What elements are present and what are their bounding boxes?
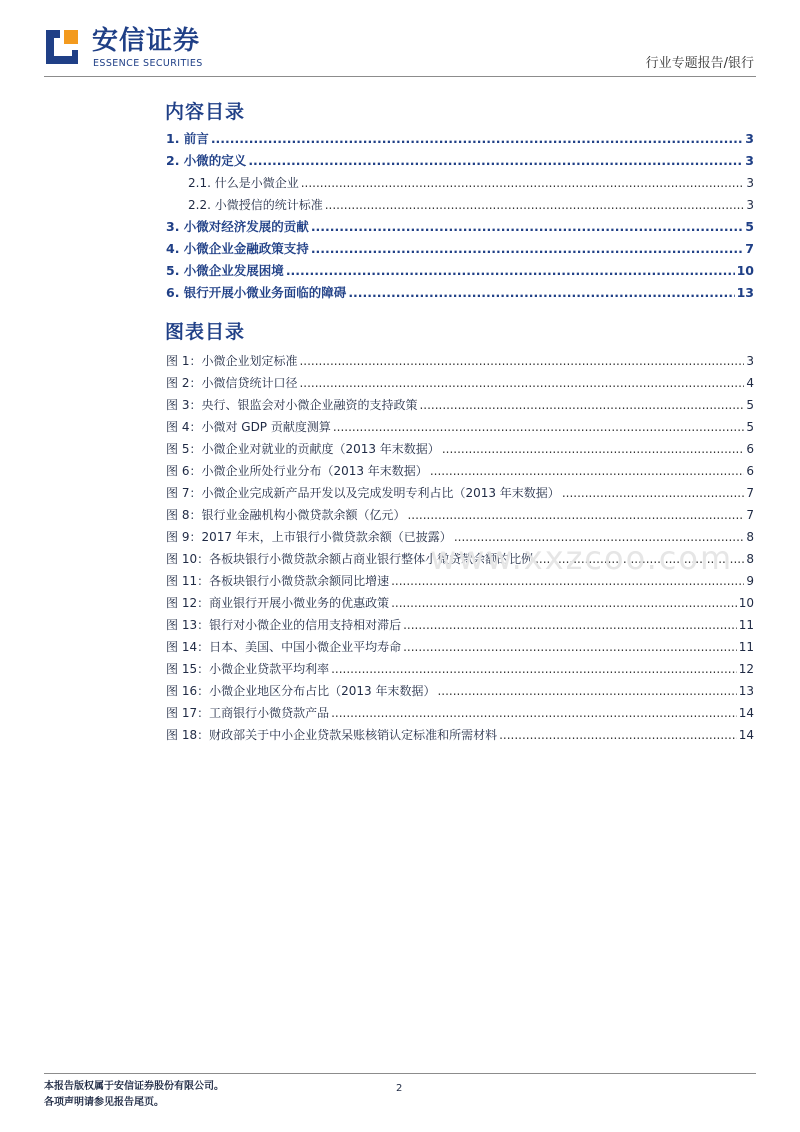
toc-item-page: 3 bbox=[746, 198, 754, 212]
toc-item-label: 2.2. 小微授信的统计标准 bbox=[188, 198, 323, 212]
toc-item-label: 1. 前言 bbox=[166, 131, 209, 146]
dot-leader bbox=[348, 283, 734, 303]
figure-index-title: 图表目录 bbox=[165, 321, 246, 343]
watermark-text: www.xxzcoo.com bbox=[430, 539, 734, 577]
dot-leader bbox=[286, 261, 735, 281]
figure-item[interactable] bbox=[166, 659, 754, 679]
dot-leader bbox=[419, 395, 744, 415]
figure-item-page: 4 bbox=[746, 376, 754, 390]
figure-item[interactable] bbox=[166, 483, 754, 503]
figure-item-label: 图 5：小微企业对就业的贡献度（2013 年末数据） bbox=[166, 442, 440, 456]
figure-item-page: 6 bbox=[746, 442, 754, 456]
figure-item-label: 图 18：财政部关于中小企业贷款呆账核销认定标准和所需材料 bbox=[166, 728, 498, 742]
dot-leader bbox=[430, 461, 745, 481]
figure-item[interactable] bbox=[166, 615, 754, 635]
figure-item[interactable] bbox=[166, 351, 754, 371]
figure-item-label: 图 1：小微企业划定标准 bbox=[166, 354, 298, 368]
dot-leader bbox=[301, 173, 745, 193]
page-number: 2 bbox=[396, 1083, 403, 1094]
toc-item[interactable] bbox=[166, 283, 754, 303]
toc-title: 内容目录 bbox=[165, 101, 246, 123]
report-category: 行业专题报告/银行 bbox=[645, 56, 754, 71]
toc-item-page: 3 bbox=[745, 131, 754, 146]
brand-name-cn: 安信证券 bbox=[92, 26, 201, 56]
figure-item-page: 8 bbox=[746, 530, 754, 544]
figure-item-page: 3 bbox=[746, 354, 754, 368]
toc-item[interactable] bbox=[166, 129, 754, 149]
toc-subitem[interactable] bbox=[188, 173, 754, 193]
figure-item-label: 图 10：各板块银行小微贷款余额占商业银行整体小微贷款余额的比例 bbox=[166, 552, 534, 566]
toc-item-page: 7 bbox=[745, 241, 754, 256]
figure-item-label: 图 16：小微企业地区分布占比（2013 年末数据） bbox=[166, 684, 436, 698]
figure-item[interactable] bbox=[166, 395, 754, 415]
copyright-notice: 本报告版权属于安信证券股份有限公司。 bbox=[44, 1081, 224, 1092]
dot-leader bbox=[325, 195, 745, 215]
toc-item[interactable] bbox=[166, 261, 754, 281]
toc-item-page: 13 bbox=[736, 285, 754, 300]
toc-item-page: 10 bbox=[736, 263, 754, 278]
toc-item-page: 3 bbox=[745, 153, 754, 168]
dot-leader bbox=[311, 217, 743, 237]
dot-leader bbox=[403, 637, 737, 657]
figure-item[interactable] bbox=[166, 593, 754, 613]
toc-item-label: 6. 银行开展小微业务面临的障碍 bbox=[166, 285, 347, 300]
brand-name-en: ESSENCE SECURITIES bbox=[93, 58, 203, 69]
figure-item-label: 图 4：小微对 GDP 贡献度测算 bbox=[166, 420, 331, 434]
figure-item-page: 8 bbox=[746, 552, 754, 566]
footer-divider bbox=[44, 1073, 756, 1074]
dot-leader bbox=[407, 505, 744, 525]
figure-item[interactable] bbox=[166, 505, 754, 525]
dot-leader bbox=[248, 151, 743, 171]
figure-item-label: 图 15：小微企业贷款平均利率 bbox=[166, 662, 330, 676]
toc-item-label: 2. 小微的定义 bbox=[166, 153, 247, 168]
figure-item-label: 图 11：各板块银行小微贷款余额同比增速 bbox=[166, 574, 390, 588]
figure-item-page: 7 bbox=[746, 508, 754, 522]
figure-item[interactable] bbox=[166, 373, 754, 393]
toc-item-label: 3. 小微对经济发展的贡献 bbox=[166, 219, 309, 234]
figure-item-label: 图 12：商业银行开展小微业务的优惠政策 bbox=[166, 596, 390, 610]
figure-item-page: 14 bbox=[738, 706, 754, 720]
dot-leader bbox=[311, 239, 743, 259]
figure-item-page: 9 bbox=[746, 574, 754, 588]
figure-item-page: 5 bbox=[746, 420, 754, 434]
figure-item-page: 11 bbox=[738, 640, 754, 654]
figure-item-label: 图 14：日本、美国、中国小微企业平均寿命 bbox=[166, 640, 402, 654]
figure-item-label: 图 2：小微信贷统计口径 bbox=[166, 376, 298, 390]
dot-leader bbox=[391, 593, 737, 613]
dot-leader bbox=[333, 417, 745, 437]
figure-item[interactable] bbox=[166, 681, 754, 701]
figure-item-page: 13 bbox=[738, 684, 754, 698]
figure-item[interactable] bbox=[166, 417, 754, 437]
figure-item-label: 图 8：银行业金融机构小微贷款余额（亿元） bbox=[166, 508, 406, 522]
figure-item-page: 6 bbox=[746, 464, 754, 478]
figure-item-label: 图 6：小微企业所处行业分布（2013 年末数据） bbox=[166, 464, 428, 478]
figure-item[interactable] bbox=[166, 703, 754, 723]
figure-item-page: 14 bbox=[738, 728, 754, 742]
figure-item-page: 7 bbox=[746, 486, 754, 500]
figure-item[interactable] bbox=[166, 725, 754, 745]
disclaimer-notice: 各项声明请参见报告尾页。 bbox=[44, 1097, 164, 1108]
toc-item-label: 2.1. 什么是小微企业 bbox=[188, 176, 299, 190]
dot-leader bbox=[562, 483, 745, 503]
toc-item-label: 5. 小微企业发展困境 bbox=[166, 263, 284, 278]
figure-item-page: 11 bbox=[738, 618, 754, 632]
toc-subitem[interactable] bbox=[188, 195, 754, 215]
dot-leader bbox=[403, 615, 737, 635]
figure-item[interactable] bbox=[166, 637, 754, 657]
dot-leader bbox=[299, 373, 744, 393]
toc-item[interactable] bbox=[166, 217, 754, 237]
dot-leader bbox=[437, 681, 736, 701]
figure-item-page: 5 bbox=[746, 398, 754, 412]
figure-item-label: 图 9：2017 年末，上市银行小微贷款余额（已披露） bbox=[166, 530, 452, 544]
header-divider bbox=[44, 76, 756, 77]
essence-logo-icon bbox=[44, 26, 80, 66]
dot-leader bbox=[299, 351, 744, 371]
dot-leader bbox=[331, 703, 737, 723]
dot-leader bbox=[442, 439, 745, 459]
toc-item[interactable] bbox=[166, 239, 754, 259]
toc-item[interactable] bbox=[166, 151, 754, 171]
dot-leader bbox=[331, 659, 737, 679]
figure-item-page: 10 bbox=[738, 596, 754, 610]
dot-leader bbox=[211, 129, 743, 149]
figure-item-label: 图 17：工商银行小微贷款产品 bbox=[166, 706, 330, 720]
figure-item-label: 图 7：小微企业完成新产品开发以及完成发明专利占比（2013 年末数据） bbox=[166, 486, 560, 500]
figure-item-label: 图 13：银行对小微企业的信用支持相对滞后 bbox=[166, 618, 402, 632]
toc-item-label: 4. 小微企业金融政策支持 bbox=[166, 241, 309, 256]
toc-item-page: 3 bbox=[746, 176, 754, 190]
figure-item[interactable] bbox=[166, 439, 754, 459]
figure-item-page: 12 bbox=[738, 662, 754, 676]
toc-item-page: 5 bbox=[745, 219, 754, 234]
dot-leader bbox=[499, 725, 737, 745]
figure-item[interactable] bbox=[166, 461, 754, 481]
figure-item-label: 图 3：央行、银监会对小微企业融资的支持政策 bbox=[166, 398, 418, 412]
